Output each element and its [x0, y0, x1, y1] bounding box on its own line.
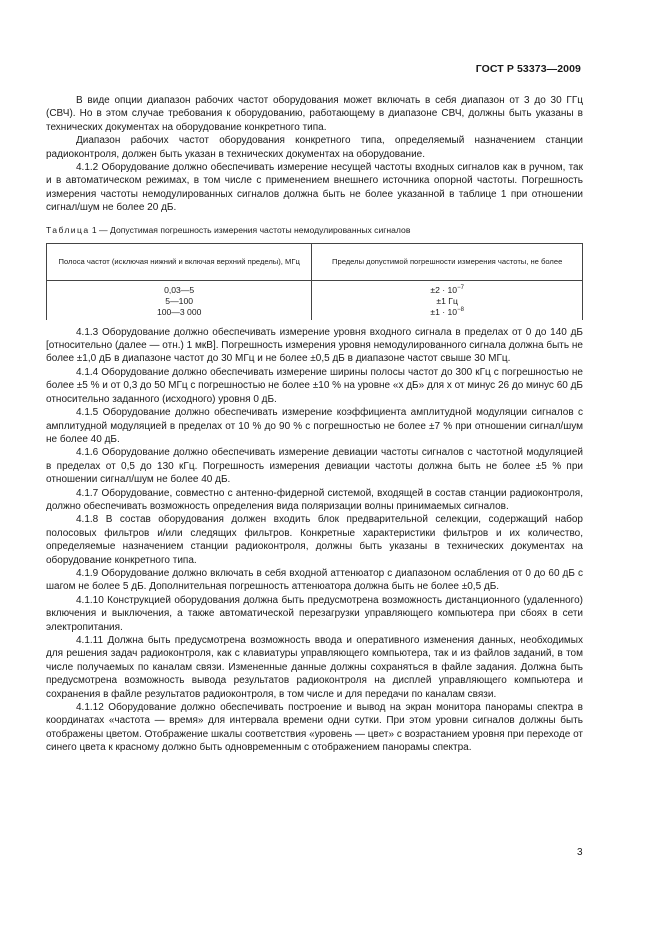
- paragraph-4-1-12: 4.1.12 Оборудование должно обеспечивать построение и вывод на экран монитора панорамы спектра в координатах «частота — время» для интервала времени одни сутки. При этом уровни сигналов должны быть отображены цветом. Отображение шкалы соответствия «уровень — цвет» с возрастанием уровня при переходе от синего цвета к красному должно быть одновременным с отображением панорамы спектра.: [46, 702, 583, 754]
- table-caption-text: 1 — Допустимая погрешность измерения частоты немодулированных сигналов: [91, 224, 411, 235]
- paragraph-4-1-10: 4.1.10 Конструкцией оборудования должна быть предусмотрена возможность дистанционного (удаленного) включения и выключения, а также автоматической перезагрузки управляющего компьютера при сбоях в сети электропитания.: [46, 594, 583, 633]
- page-number: 3: [577, 847, 583, 858]
- table-row: [47, 280, 583, 320]
- table-caption: [46, 225, 583, 236]
- table-header-band: Полоса частот (исключая нижний и включая верхний пределы), МГц: [47, 243, 312, 280]
- paragraph-4-1-8: 4.1.8 В состав оборудования должен входить блок предварительной селекции, содержащий набор полосовых фильтров и/или следящих фильтров. Конкретные характеристики фильтров и их количество, определяемые назначением станции радиоконтроля, должны быть указаны в технических документах на оборудование конкретного типа.: [46, 514, 583, 566]
- paragraph-4-1-4: 4.1.4 Оборудование должно обеспечивать измерение ширины полосы частот до 300 кГц с погрешностью не более ±5 % и от 0,3 до 50 МГц с погрешностью не более ±10 % на уровне «x дБ» для x от минус 26 до минус 60 дБ относительно заданного (исходного) уровня 0 дБ.: [46, 366, 583, 405]
- error-cell: $\pm 2 \cdot 10^{-7}$ ±1 Гц $\pm 1 \cdot 10^{-8}$: [312, 280, 583, 320]
- band-cell: 0,03—5 5—100 100—3 000: [47, 280, 312, 320]
- paragraph-4-1-7: 4.1.7 Оборудование, совместно с антенно-фидерной системой, входящей в состав станции радиоконтроля, должно обеспечивать возможность определения вида поляризации волны принимаемых сигналов.: [46, 487, 583, 512]
- frequency-error-table: [46, 243, 583, 320]
- paragraph-4-1-3: 4.1.3 Оборудование должно обеспечивать измерение уровня входного сигнала в пределах от 0 до 140 дБ [относительно (далее — отн.) 1 мкВ]. Погрешность измерения уровня немодулированного сигнала должна быть не более ±1,0 дБ в диапазоне частот до 30 МГц и не более ±0,5 дБ в диапазоне частот свыше 30 МГц.: [46, 326, 583, 365]
- body-text: [46, 94, 583, 755]
- paragraph-4-1-6: 4.1.6 Оборудование должно обеспечивать измерение девиации частоты сигналов с частотной модуляцией в пределах от 0,5 до 130 кГц. Погрешность измерения девиации частоты должна быть не более ±5 % при отношении сигнал/шум не более 40 дБ.: [46, 447, 583, 486]
- table-caption-label: Таблица: [46, 224, 90, 235]
- document-id-header: ГОСТ Р 53373—2009: [475, 63, 581, 75]
- paragraph: 4.1.2 Оборудование должно обеспечивать измерение несущей частоты входных сигналов как в ручном, так и в автоматическом режимах, в том числе с применением внешнего источника опорной частоты. Погрешность измерения частоты немодулированных сигналов должна быть не более указанной в таблице 1 при отношении сигнал/шум не более 20 дБ.: [46, 162, 583, 214]
- paragraph: В виде опции диапазон рабочих частот оборудования может включать в себя диапазон от 3 до 30 ГГц (СВЧ). Но в этом случае требования к оборудованию, работающему в диапазоне СВЧ, должны быть указаны в технических документах на оборудование конкретного типа.: [46, 95, 583, 133]
- paragraph-4-1-5: 4.1.5 Оборудование должно обеспечивать измерение коэффициента амплитудной модуляции сигналов с амплитудной модуляцией в пределах от 10 % до 90 % с погрешностью не более ±7 % при отношении сигнал/шум не более 40 дБ.: [46, 407, 583, 445]
- paragraph-4-1-11: 4.1.11 Должна быть предусмотрена возможность ввода и оперативного изменения данных, необходимых для решения задач радиоконтроля, как с клавиатуры управляющего компьютера, так и из файлов заданий, в том числе получаемых по каналам связи. Измененные данные должны сохраняться в файле задания. Должна быть предусмотрена возможность вывода результатов радиоконтроля на дисплей управляющего компьютера и сохранения в файле результатов радиоконтроля, в том числе и для передачи по каналам связи.: [46, 635, 583, 700]
- table-header-error: Пределы допустимой погрешности измерения частоты, не более: [312, 243, 583, 280]
- paragraph: Диапазон рабочих частот оборудования конкретного типа, определяемый назначением станции радиоконтроля, должен быть указан в технических документах на оборудование.: [46, 135, 583, 160]
- paragraph-4-1-9: 4.1.9 Оборудование должно включать в себя входной аттенюатор с диапазоном ослабления от 0 до 60 дБ с шагом не более 5 дБ. Дополнительная погрешность аттенюатора должна быть не более ±0,5 дБ.: [46, 567, 583, 593]
